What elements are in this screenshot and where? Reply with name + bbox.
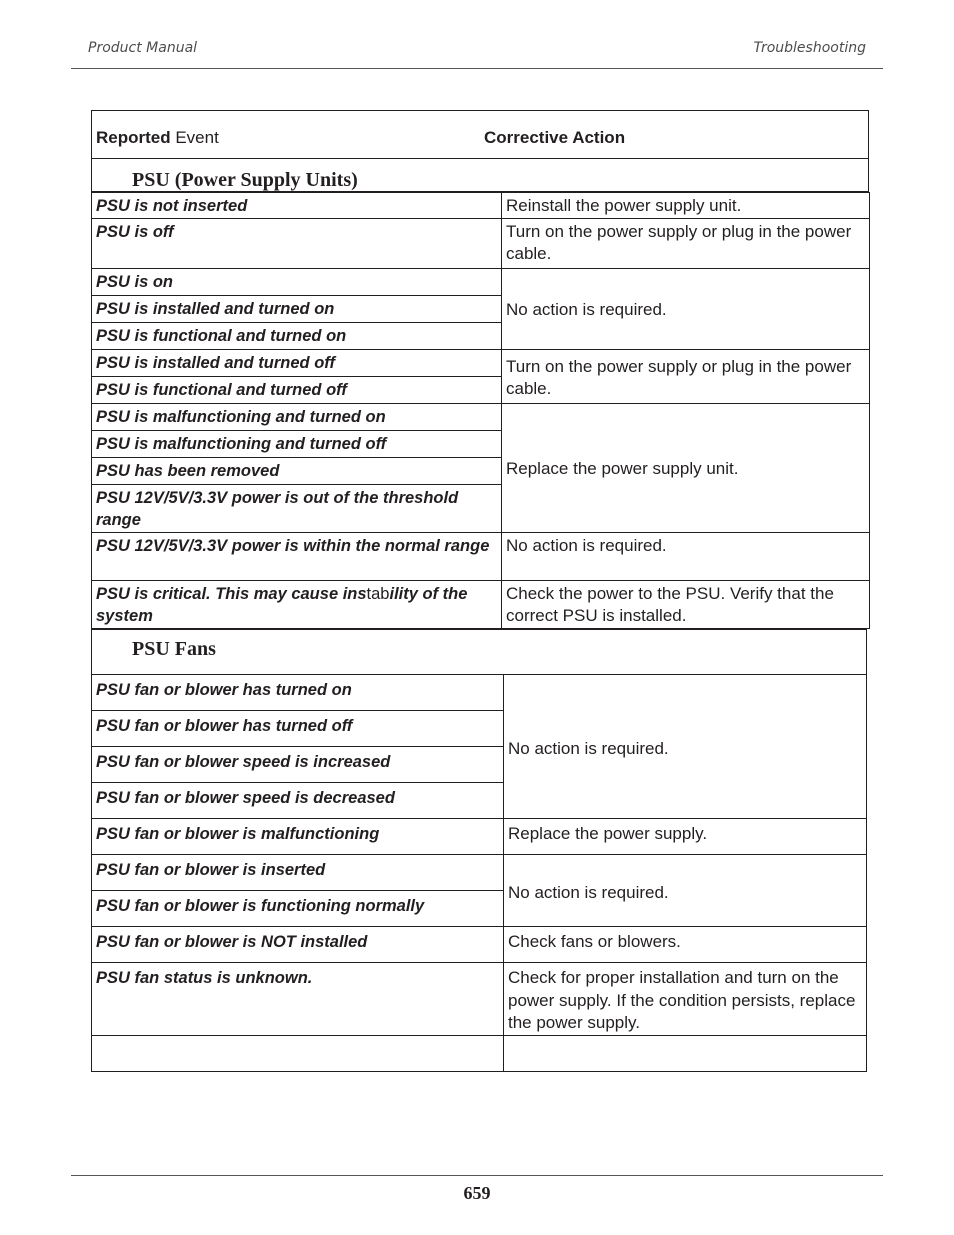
psu-fans-table [91, 674, 867, 1072]
event-cell: PSU fan status is unknown. [92, 963, 504, 1036]
action-cell: Turn on the power supply or plug in the power cable. [502, 350, 870, 404]
event-cell: PSU fan or blower has turned off [92, 711, 504, 747]
action-cell: No action is required. [504, 675, 867, 819]
event-cell: PSU fan or blower is inserted [92, 855, 504, 891]
event-cell: PSU fan or blower speed is decreased [92, 783, 504, 819]
action-cell: Check the power to the PSU. Verify that the correct PSU is installed. [502, 581, 870, 629]
table-row [92, 533, 870, 581]
event-cell: PSU fan or blower is functioning normally [92, 891, 504, 927]
action-cell: No action is required. [504, 855, 867, 927]
action-cell: Replace the power supply. [504, 819, 867, 855]
table-row [92, 219, 870, 269]
empty-cell [504, 1035, 867, 1071]
table-row [92, 404, 870, 431]
footer-rule [71, 1175, 883, 1176]
action-cell: Check fans or blowers. [504, 927, 867, 963]
table-row [92, 675, 867, 711]
event-cell: PSU is installed and turned off [92, 350, 502, 377]
section-title-psu: PSU (Power Supply Units) [132, 169, 358, 191]
running-header-right: Troubleshooting [753, 40, 866, 56]
action-cell: Check for proper installation and turn on the power supply. If the condition persists, replace the power supply. [504, 963, 867, 1036]
table-row [92, 269, 870, 296]
event-cell: PSU is on [92, 269, 502, 296]
event-cell: PSU is not inserted [92, 193, 502, 219]
action-cell: Reinstall the power supply unit. [502, 193, 870, 219]
event-cell: PSU is malfunctioning and turned off [92, 431, 502, 458]
running-header-left: Product Manual [88, 40, 198, 56]
event-cell: PSU is malfunctioning and turned on [92, 404, 502, 431]
event-cell: PSU fan or blower speed is increased [92, 747, 504, 783]
psu-events-table [91, 192, 870, 629]
table-row [92, 350, 870, 377]
table-row [92, 819, 867, 855]
action-cell: Turn on the power supply or plug in the power cable. [502, 219, 870, 269]
event-cell: PSU is functional and turned on [92, 323, 502, 350]
event-cell: PSU fan or blower is NOT installed [92, 927, 504, 963]
section-title-psu-fans: PSU Fans [132, 638, 216, 660]
table-header-block [91, 110, 869, 192]
table-row [92, 927, 867, 963]
event-cell: PSU fan or blower has turned on [92, 675, 504, 711]
table-row [92, 963, 867, 1036]
event-cell: PSU is critical. This may cause instability of the system [92, 581, 502, 629]
empty-cell [92, 1035, 504, 1071]
table-row [92, 193, 870, 219]
column-header-action: Corrective Action [484, 128, 626, 147]
action-cell: No action is required. [502, 269, 870, 350]
table-row-empty [92, 1035, 867, 1071]
action-cell: No action is required. [502, 533, 870, 581]
event-cell: PSU is functional and turned off [92, 377, 502, 404]
event-cell: PSU is installed and turned on [92, 296, 502, 323]
event-cell: PSU 12V/5V/3.3V power is out of the threshold range [92, 485, 502, 533]
event-cell: PSU has been removed [92, 458, 502, 485]
event-cell: PSU is off [92, 219, 502, 269]
action-cell: Replace the power supply unit. [502, 404, 870, 533]
column-header-event: Reported Event [96, 128, 219, 147]
header-rule [71, 68, 883, 69]
event-cell: PSU fan or blower is malfunctioning [92, 819, 504, 855]
table-row [92, 855, 867, 891]
table-row [92, 581, 870, 629]
event-cell: PSU 12V/5V/3.3V power is within the normal range [92, 533, 502, 581]
section-header-psu-fans [91, 629, 867, 675]
page-number: 659 [463, 1183, 491, 1203]
column-header-row [92, 111, 868, 159]
